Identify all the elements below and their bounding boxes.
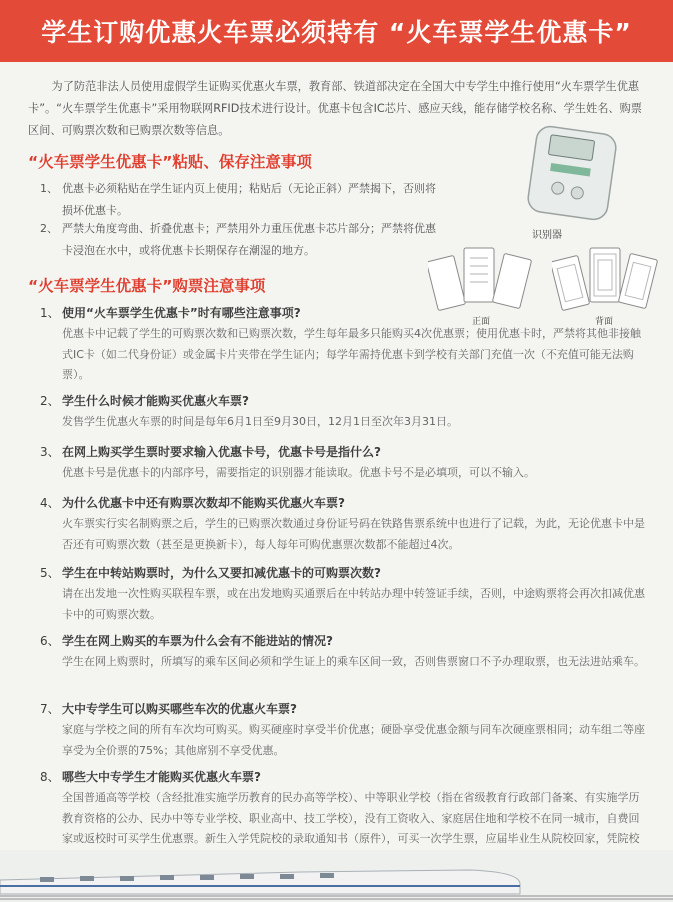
answer: 优惠卡号是优惠卡的内部序号，需要指定的识别器才能读取。优惠卡号不是必填项，可以不输入。 <box>62 466 535 479</box>
question-text: 为什么优惠卡中还有购票次数却不能购买优惠火车票? <box>62 496 345 510</box>
question <box>40 441 650 463</box>
question <box>40 630 650 652</box>
question-text: 学生在中转站购票时，为什么又要扣减优惠卡的可购票次数? <box>62 566 381 580</box>
question-text: 大中专学生可以购买哪些车次的优惠火车票? <box>62 702 297 716</box>
question-text: 学生什么时候才能购买优惠火车票? <box>62 394 249 408</box>
qa-item-7 <box>40 698 650 761</box>
answer: 发售学生优惠火车票的时间是每年6月1日至9月30日，12月1日至次年3月31日。 <box>62 415 458 428</box>
section-title-storage: “火车票学生优惠卡”粘贴、保存注意事项 <box>28 153 312 171</box>
question-text: 哪些大中专学生才能购买优惠火车票? <box>62 770 261 784</box>
answer: 全国普通高等学校（含经批准实施学历教育的民办高等学校）、中等职业学校（指在省级教育行政部门备案、有实施学历教育资格的公办、民办中等专业学校、职业高中、技工学校），没有工资收入、家庭居住地和学校不在同一城市，自费回家或返校时可买学生优惠票。新生入学凭院校的录取通知书（原件），可买一次学生票，应届毕业生从院校回家，凭院校 <box>62 791 640 845</box>
item-text: 优惠卡必须粘贴在学生证内页上使用；粘贴后（无论正斜）严禁揭下，否则将损坏优惠卡。 <box>62 182 436 217</box>
question-number: 1、 <box>40 306 60 320</box>
front-label: 正面 <box>472 317 491 327</box>
question <box>40 562 650 584</box>
train-image <box>0 850 673 902</box>
title-banner <box>0 0 673 62</box>
answer: 优惠卡中记载了学生的可购票次数和已购票次数，学生每年最多只能购买4次优惠票；使用优惠卡时，严禁将其他非接触式IC卡（如二代身份证）或金属卡片夹带在学生证内；每学年需持优惠卡到学校有关部门充值一次（不充值可能无法购票）。 <box>62 327 641 381</box>
question-number: 3、 <box>40 445 60 459</box>
question <box>40 766 650 788</box>
answer: 火车票实行实名制购票之后，学生的已购票次数通过身份证号码在铁路售票系统中也进行了记载，为此，无论优惠卡中是否还有可购票次数（甚至是更换新卡），每人每年可购优惠票次数都不能超过4次。 <box>62 517 645 551</box>
question-number: 5、 <box>40 566 60 580</box>
item-number: 1、 <box>40 182 58 195</box>
qa-item-1 <box>40 302 650 386</box>
qa-item-3 <box>40 441 650 484</box>
question <box>40 390 650 412</box>
qa-item-2 <box>40 390 650 433</box>
question-number: 2、 <box>40 394 60 408</box>
question-text: 在网上购买学生票时要求输入优惠卡号，优惠卡号是指什么? <box>62 445 381 459</box>
storage-item-2 <box>40 218 440 262</box>
question <box>40 492 650 514</box>
item-text: 严禁大角度弯曲、折叠优惠卡；严禁用外力重压优惠卡芯片部分；严禁将优惠卡浸泡在水中，或将优惠卡长期保存在潮湿的地方。 <box>62 222 436 257</box>
qa-item-4 <box>40 492 650 555</box>
storage-item-1 <box>40 178 440 222</box>
item-number: 2、 <box>40 222 58 235</box>
answer: 请在出发地一次性购买联程车票，或在出发地购买通票后在中转站办理中转签证手续，否则，中途购票将会再次扣减优惠卡中的可购票次数。 <box>62 587 645 621</box>
back-label: 背面 <box>595 317 614 327</box>
answer: 家庭与学校之间的所有车次均可购买。购买硬座时享受半价优惠；硬卧享受优惠金额与同车次硬座票相同；动车组二等座享受为全价票的75%；其他席别不享受优惠。 <box>62 723 645 757</box>
question-number: 6、 <box>40 634 60 648</box>
question-number: 4、 <box>40 496 60 510</box>
page-title: 学生订购优惠火车票必须持有 “火车票学生优惠卡” <box>41 18 632 47</box>
section-title-purchase: “火车票学生优惠卡”购票注意事项 <box>28 277 266 295</box>
device-label: 识别器 <box>532 230 562 241</box>
card-reader-image <box>520 124 628 224</box>
question-text: 使用“火车票学生优惠卡”时有哪些注意事项? <box>62 306 301 320</box>
question-number: 8、 <box>40 770 60 784</box>
question <box>40 698 650 720</box>
qa-item-6 <box>40 630 650 673</box>
question-number: 7、 <box>40 702 60 716</box>
qa-item-5 <box>40 562 650 625</box>
question-text: 学生在网上购买的车票为什么会有不能进站的情况? <box>62 634 333 648</box>
question <box>40 302 650 324</box>
intro-paragraph: 为了防范非法人员使用虚假学生证购买优惠火车票，教育部、铁道部决定在全国大中专学生中推行使用“火车票学生优惠卡”。“火车票学生优惠卡”采用物联网RFID技术进行设计。优惠卡包含IC芯片、感应天线，能存储学校名称、学生姓名、购票区间、可购票次数和已购票次数等信息。 <box>28 80 642 137</box>
answer: 学生在网上购票时，所填写的乘车区间必须和学生证上的乘车区间一致，否则售票窗口不予办理取票，也无法进站乘车。 <box>62 655 645 668</box>
